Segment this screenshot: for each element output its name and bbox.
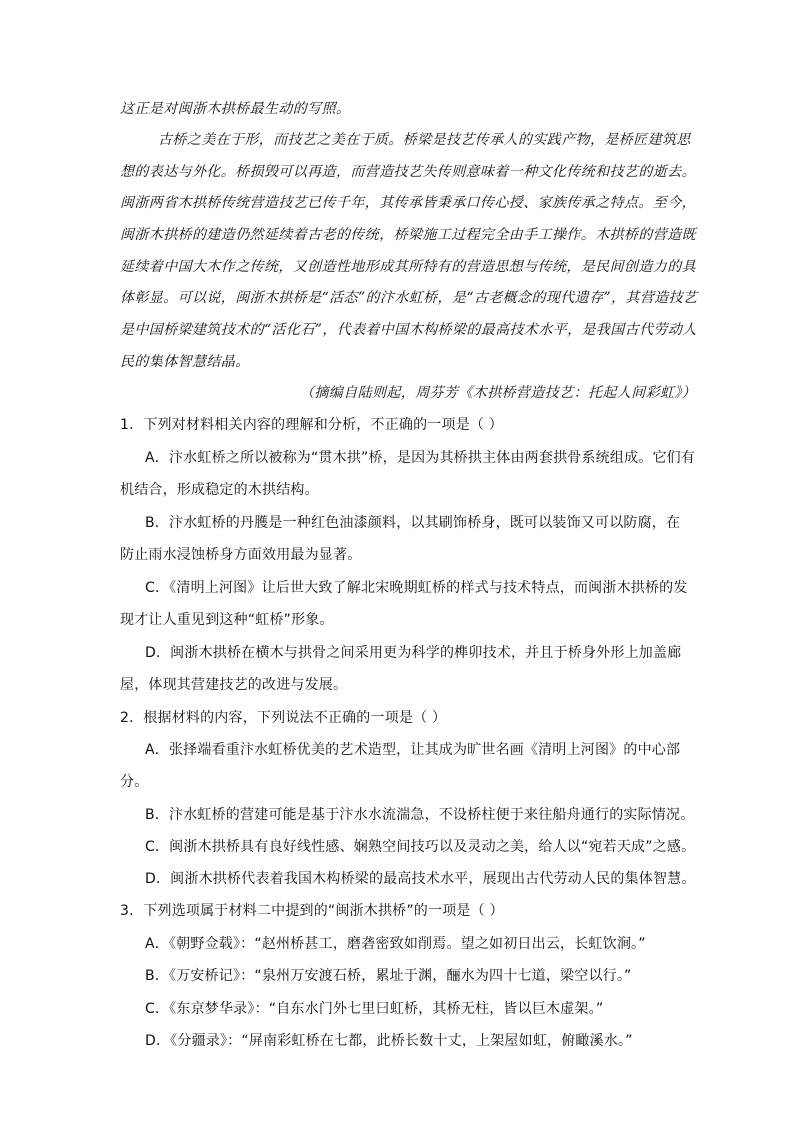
question-1-stem: 1．下列对材料相关内容的理解和分析，不正确的一项是（ ） bbox=[120, 417, 503, 433]
passage-line: 体彰显。可以说，闽浙木拱桥是“活态”的汴水虹桥，是“古老概念的现代遗存”，其营造技艺 bbox=[120, 290, 698, 306]
question-2-option-a: A．张择端看重汴水虹桥优美的艺术造型，让其成为旷世名画《清明上河图》的中心部 bbox=[145, 742, 681, 758]
passage-line: 民的集体智慧结晶。 bbox=[120, 354, 250, 370]
question-1-option-a: A．汴水虹桥之所以被称为“贯木拱”桥，是因为其桥拱主体由两套拱骨系统组成。它们有 bbox=[145, 450, 696, 466]
passage-paragraph-start: 古桥之美在于形，而技艺之美在于质。桥梁是技艺传承人的实践产物，是桥匠建筑思 bbox=[158, 132, 691, 148]
passage-line: 闽浙木拱桥的建造仍然延续着古老的传统，桥梁施工过程完全由手工操作。木拱桥的营造既 bbox=[120, 227, 696, 243]
question-1-option-c: C．《清明上河图》让后世大致了解北宋晚期虹桥的样式与技术特点，而闽浙木拱桥的发 bbox=[145, 580, 688, 596]
question-3-option-b: B．《万安桥记》：“泉州万安渡石桥，累址于渊，酾水为四十七道，梁空以行。” bbox=[145, 968, 632, 984]
question-1-option-d: D．闽浙木拱桥在横木与拱骨之间采用更为科学的榫卯技术，并且于桥身外形上加盖廊 bbox=[145, 645, 682, 661]
passage-line: 是中国桥梁建筑技术的“活化石”，代表着中国木构桥梁的最高技术水平，是我国古代劳动人 bbox=[120, 322, 697, 338]
passage-line: 延续着中国大木作之传统，又创造性地形成其所特有的营造思想与传统，是民间创造力的具 bbox=[120, 259, 696, 275]
question-3-option-a: A．《朝野佥载》：“赵州桥甚工，磨砻密致如削焉。望之如初日出云，长虹饮涧。” bbox=[145, 936, 646, 952]
question-1-option-c-continued: 现才让人重见到这种“虹桥”形象。 bbox=[120, 612, 334, 628]
question-3-stem: 3．下列选项属于材料二中提到的“闽浙木拱桥”的一项是（ ） bbox=[120, 903, 504, 919]
passage-line: 闽浙两省木拱桥传统营造技艺已传千年，其传承皆秉承口传心授、家族传承之特点。至今， bbox=[120, 195, 696, 211]
question-2-option-c: C．闽浙木拱桥具有良好线性感、娴熟空间技巧以及灵动之美，给人以“宛若天成”之感。 bbox=[145, 839, 696, 855]
question-1-option-d-continued: 屋，体现其营建技艺的改进与发展。 bbox=[120, 677, 348, 693]
passage-line: 想的表达与外化。桥损毁可以再造，而营造技艺失传则意味着一种文化传统和技艺的逝去。 bbox=[120, 164, 696, 180]
question-2-stem: 2．根据材料的内容，下列说法不正确的一项是（ ） bbox=[120, 710, 447, 726]
question-2-option-d: D．闽浙木拱桥代表着我国木构桥梁的最高技术水平，展现出古代劳动人民的集体智慧。 bbox=[145, 871, 696, 887]
question-1-option-b: B．汴水虹桥的丹臒是一种红色油漆颜料，以其刷饰桥身，既可以装饰又可以防腐，在 bbox=[145, 515, 681, 531]
question-3-option-c: C．《东京梦华录》：“自东水门外七里曰虹桥，其桥无柱，皆以巨木虚架。” bbox=[145, 1001, 604, 1017]
question-1-option-b-continued: 防止雨水浸蚀桥身方面效用最为显著。 bbox=[120, 547, 362, 563]
passage-source-citation: （摘编自陆则起，周芬芳《木拱桥营造技艺：托起人间彩虹》） bbox=[300, 385, 697, 401]
question-3-option-d: D．《分疆录》：“屏南彩虹桥在七都，此桥长数十丈，上架屋如虹，俯瞰溪水。” bbox=[145, 1033, 633, 1049]
question-1-option-a-continued: 机结合，形成稳定的木拱结构。 bbox=[120, 482, 319, 498]
question-2-option-a-continued: 分。 bbox=[120, 774, 149, 790]
question-2-option-b: B．汴水虹桥的营建可能是基于汴水水流湍急，不设桥柱便于来往船舟通行的实际情况。 bbox=[145, 807, 695, 823]
passage-line: 这正是对闽浙木拱桥最生动的写照。 bbox=[120, 101, 351, 117]
